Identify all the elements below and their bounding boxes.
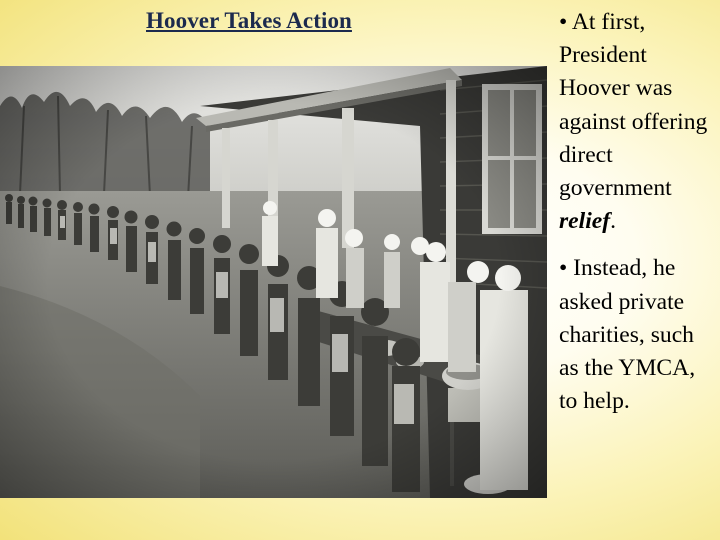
bullet-text: At first, President Hoover was against offering direct government [559, 9, 708, 202]
soup-line-photo [0, 66, 547, 498]
bullet-marker: • [559, 255, 568, 282]
bullet-list [559, 6, 717, 432]
bullet-emphasis: relief [559, 208, 611, 235]
bullet-suffix: . [610, 208, 616, 235]
bullet-item-2 [559, 252, 717, 418]
bullet-item-1 [559, 6, 717, 238]
photo-illustration [0, 66, 547, 498]
bullet-marker: • [559, 9, 568, 35]
bullet-text: Instead, he asked private charities, such as the YMCA, to help. [559, 255, 696, 415]
slide-title: Hoover Takes Action [146, 8, 352, 33]
